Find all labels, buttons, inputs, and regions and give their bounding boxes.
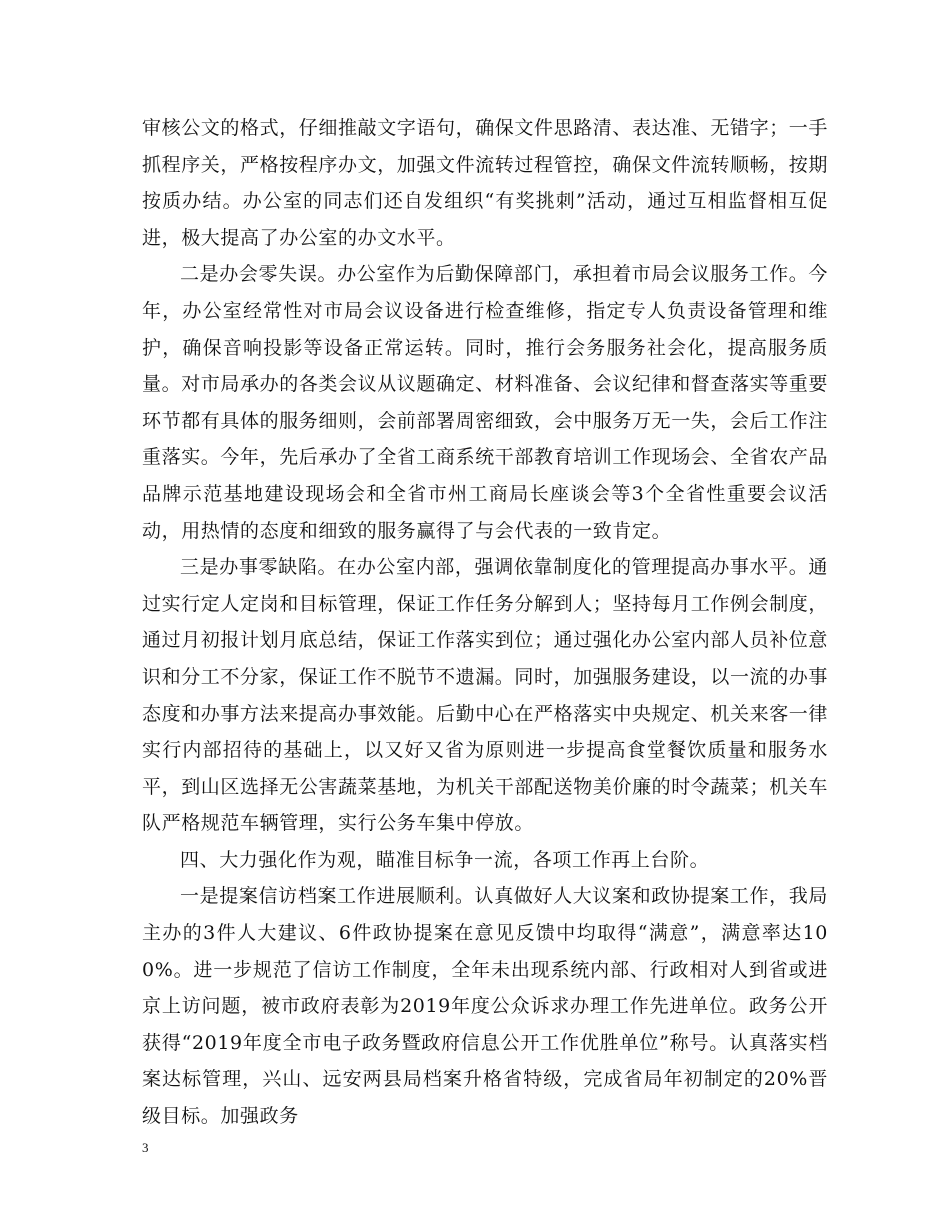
page-number: 3 xyxy=(142,1140,149,1155)
paragraph-1: 审核公文的格式，仔细推敲文字语句，确保文件思路清、表达准、无错字；一手抓程序关，严格按程序办文，加强文件流转过程管控，确保文件流转顺畅，按期按质办结。办公室的同志们还自发组织“有奖挑刺”活动，通过互相监督相互促进，极大提高了办公室的办文水平。 xyxy=(142,117,829,249)
paragraph-2: 二是办会零失误。办公室作为后勤保障部门，承担着市局会议服务工作。今年，办公室经常性对市局会议设备进行检查维修，指定专人负责设备管理和维护，确保音响投影等设备正常运转。同时，推行会务服务社会化，提高服务质量。对市局承办的各类会议从议题确定、材料准备、会议纪律和督查落实等重要环节都有具体的服务细则，会前部署周密细致，会中服务万无一失，会后工作注重落实。今年，先后承办了全省工商系统干部教育培训工作现场会、全省农产品品牌示范基地建设现场会和全省市州工商局长座谈会等3个全省性重要会议活动，用热情的态度和细致的服务赢得了与会代表的一致肯定。 xyxy=(142,263,829,542)
document-body xyxy=(142,110,828,1135)
paragraph-4: 四、大力强化作为观，瞄准目标争一流，各项工作再上台阶。 xyxy=(180,848,710,871)
paragraph-5: 一是提案信访档案工作进展顺利。认真做好人大议案和政协提案工作，我局主办的3件人大建议、6件政协提案在意见反馈中均取得“满意”，满意率达100%。进一步规范了信访工作制度，全年未出现系统内部、行政相对人到省或进京上访问题，被市政府表彰为2019年度公众诉求办理工作先进单位。政务公开获得“2019年度全市电子政务暨政府信息公开工作优胜单位”称号。认真落实档案达标管理，兴山、远安两县局档案升格省特级，完成省局年初制定的20%晋级目标。加强政务 xyxy=(142,885,828,1128)
paragraph-3: 三是办事零缺陷。在办公室内部，强调依靠制度化的管理提高办事水平。通过实行定人定岗和目标管理，保证工作任务分解到人；坚持每月工作例会制度，通过月初报计划月底总结，保证工作落实到位；通过强化办公室内部人员补位意识和分工不分家，保证工作不脱节不遗漏。同时，加强服务建设，以一流的办事态度和办事方法来提高办事效能。后勤中心在严格落实中央规定、机关来客一律实行内部招待的基础上，以又好又省为原则进一步提高食堂餐饮质量和服务水平，到山区选择无公害蔬菜基地，为机关干部配送物美价廉的时令蔬菜；机关车队严格规范车辆管理，实行公务车集中停放。 xyxy=(142,556,829,835)
